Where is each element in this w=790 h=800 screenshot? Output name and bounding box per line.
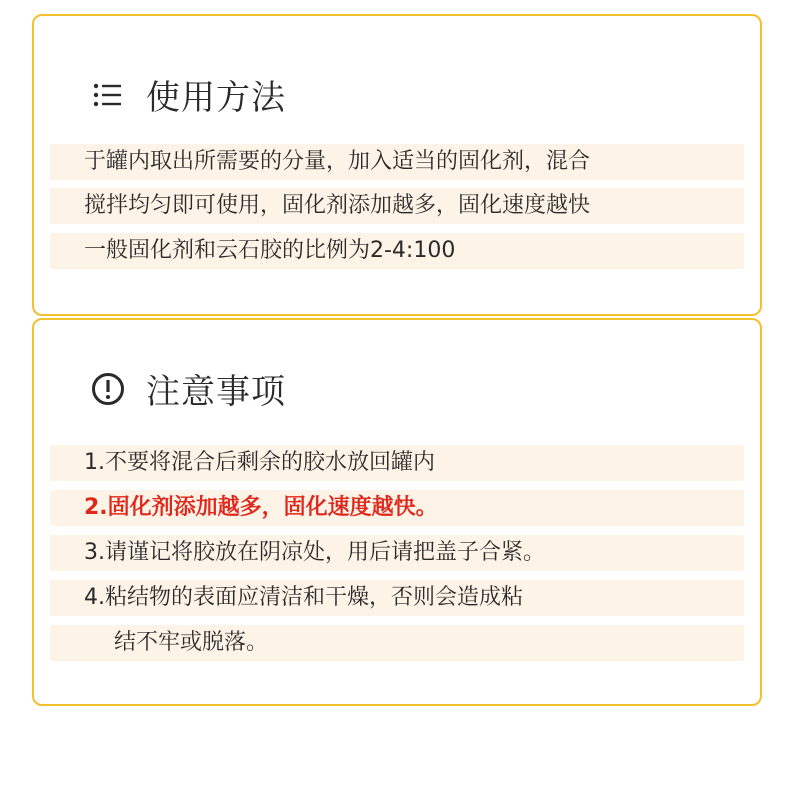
usage-line: 于罐内取出所需要的分量，加入适当的固化剂，混合 bbox=[50, 144, 744, 180]
note-line-continued: 结不牢或脱落。 bbox=[50, 625, 744, 661]
usage-heading bbox=[90, 70, 286, 119]
note-line: 1.不要将混合后剩余的胶水放回罐内 bbox=[50, 445, 744, 481]
note-line: 4.粘结物的表面应清洁和干燥，否则会造成粘 bbox=[50, 580, 744, 616]
alert-circle-icon bbox=[90, 371, 126, 407]
usage-card bbox=[32, 14, 762, 316]
notes-card bbox=[32, 318, 762, 706]
notes-title: 注意事项 bbox=[146, 372, 286, 412]
list-icon bbox=[90, 77, 126, 113]
notes-heading bbox=[90, 364, 286, 413]
note-line: 3.请谨记将胶放在阴凉处，用后请把盖子合紧。 bbox=[50, 535, 744, 571]
usage-line: 一般固化剂和云石胶的比例为2-4:100 bbox=[50, 233, 744, 269]
usage-title: 使用方法 bbox=[146, 78, 286, 118]
usage-line: 搅拌均匀即可使用，固化剂添加越多，固化速度越快 bbox=[50, 188, 744, 224]
note-line-highlight: 2.固化剂添加越多，固化速度越快。 bbox=[50, 490, 744, 526]
